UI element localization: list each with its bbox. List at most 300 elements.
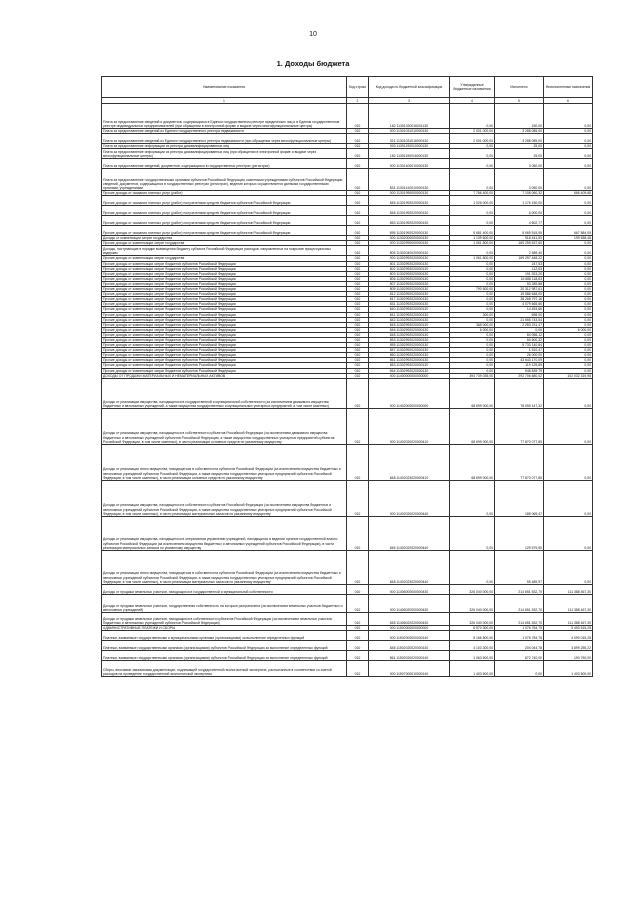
table-row — [102, 246, 593, 256]
row-approved-cell: 0,00 — [450, 317, 495, 322]
row-line-code-cell: 010 — [347, 317, 369, 322]
row-executed-cell: 214 651 532,70 — [495, 584, 544, 594]
row-budget-code-cell: 812 11302992020000130 — [369, 292, 450, 297]
row-executed-cell: 26 000,00 — [495, 353, 544, 358]
row-approved-cell: 0,00 — [450, 292, 495, 297]
row-line-code-cell: 010 — [347, 363, 369, 368]
row-approved-cell: 1 403 500,00 — [450, 660, 495, 676]
row-name-cell: Прочие доходы от компенсации затрат государства — [102, 256, 347, 261]
row-unexecuted-cell: 190 760,00 — [544, 650, 593, 660]
row-name-cell: Плата за предоставление сведений из Единого государственного реестра недвижимости (при обращении через многофункциональные центры) — [102, 134, 347, 144]
row-line-code-cell: 010 — [347, 516, 369, 550]
row-approved-cell: 0,00 — [450, 216, 495, 226]
row-executed-cell: 548 839,79 — [495, 368, 544, 373]
header-budget-code: Код дохода по бюджетной классификации — [369, 77, 450, 98]
row-executed-cell: 7 108 060,32 — [495, 191, 544, 196]
row-budget-code-cell: 845 11301992020000130 — [369, 196, 450, 206]
row-budget-code-cell: 182 11301190016000130 — [369, 149, 450, 159]
row-unexecuted-cell: 0,00 — [544, 550, 593, 584]
row-budget-code-cell: 848 11402023020000440 — [369, 550, 450, 584]
row-name-cell: Прочие доходы от компенсации затрат бюджетов субъектов Российской Федерации — [102, 368, 347, 373]
row-line-code-cell: 010 — [347, 287, 369, 292]
row-unexecuted-cell: 0,00 — [544, 368, 593, 373]
row-approved-cell: 0,00 — [450, 149, 495, 159]
row-name-cell: Доходы от реализации имущества, находящегося в оперативном управлении учреждений, находящихся в ведении органов государственной власти субъектов Российской Федерации (за исключением имущества бюджетных и автономных учреждений субъектов Российской Федерации), в части реализации материальных запасов по указанному имуществу — [102, 516, 347, 550]
row-approved-cell: 5 166 800,00 — [450, 630, 495, 640]
row-name-cell: Прочие доходы от компенсации затрат бюджетов субъектов Российской Федерации — [102, 307, 347, 312]
row-name-cell: Доходы от продажи земельных участков, находящихся в собственности субъектов Российской Федерации (за исключением земельных участков бюджетных и автономных учреждений субъектов Российской Федерации) — [102, 612, 347, 625]
table-row — [102, 660, 593, 676]
row-name-cell: Плата за предоставление сведений и документов, содержащихся в Едином государственном реестре юридических лиц и в Едином государственном реестре индивидуальных предпринимателей (при обращении в электронной форме и выдаче через многофункциональные центры) — [102, 104, 347, 129]
row-budget-code-cell: 853 11301992020000130 — [369, 216, 450, 226]
row-approved-cell: 790 500,00 — [450, 287, 495, 292]
row-budget-code-cell: 000 11301190010000130 — [369, 144, 450, 149]
table-row — [102, 134, 593, 144]
table-row — [102, 640, 593, 650]
row-budget-code-cell: 857 11302992020000130 — [369, 348, 450, 353]
row-executed-cell: 6 000,00 — [495, 206, 544, 216]
row-approved-cell: 0,00 — [450, 276, 495, 281]
table-row — [102, 630, 593, 640]
row-approved-cell: 0,00 — [450, 368, 495, 373]
row-line-code-cell: 010 — [347, 134, 369, 144]
row-name-cell: Доходы от реализации имущества, находящегося в собственности субъектов Российской Федерации (за исключением имущества бюджетных и автономных учреждений субъектов Российской Федерации, а также имущества государственных унитарных предприятий субъектов Российской Федерации, в том числе казенных), в части реализации материальных запасов по указанному имуществу — [102, 480, 347, 516]
table-row — [102, 444, 593, 480]
row-unexecuted-cell: 0,00 — [544, 266, 593, 271]
table-row — [102, 550, 593, 584]
row-unexecuted-cell: 0,00 — [544, 246, 593, 256]
row-name-cell: Доходы от реализации имущества, находящегося в государственной и муниципальной собственности (за исключением движимого имущества бюджетных и автономных учреждений, а также имущества государственных и муниципальных унитарных предприятий, в том числе казенных) — [102, 378, 347, 408]
row-unexecuted-cell: 0,00 — [544, 206, 593, 216]
row-line-code-cell: 010 — [347, 144, 369, 149]
row-executed-cell: 185 069,47 — [495, 480, 544, 516]
row-name-cell: Сборы, вносимые заказчиками документации, подлежащей государственной экологической экспертизе, рассчитанные в соответствии со сметой расходов на проведение государственной экологической экспертизы — [102, 660, 347, 676]
row-name-cell: Прочие доходы от компенсации затрат бюджетов субъектов Российской Федерации — [102, 353, 347, 358]
row-approved-cell: 0,00 — [450, 169, 495, 191]
row-executed-cell: 53 289,88 — [495, 281, 544, 286]
row-budget-code-cell: 321 11301031016000130 — [369, 134, 450, 144]
row-unexecuted-cell: 0,00 — [544, 343, 593, 348]
column-number: 3 — [369, 98, 450, 104]
row-name-cell: Прочие доходы от компенсации затрат бюджетов субъектов Российской Федерации — [102, 302, 347, 307]
row-budget-code-cell: 845 11302992020000130 — [369, 322, 450, 327]
row-executed-cell: 191 923,20 — [495, 271, 544, 276]
row-budget-code-cell: 807 11302992020000130 — [369, 281, 450, 286]
column-number: 4 — [450, 98, 495, 104]
row-name-cell: Прочие доходы от компенсации затрат бюджетов субъектов Российской Федерации — [102, 281, 347, 286]
row-unexecuted-cell: 0,00 — [544, 104, 593, 129]
row-name-cell: Доходы от продажи земельных участков, находящихся в государственной и муниципальной собственности — [102, 584, 347, 594]
row-line-code-cell: 010 — [347, 327, 369, 332]
row-approved-cell: 68 699 000,00 — [450, 444, 495, 480]
row-approved-cell: 0,00 — [450, 281, 495, 286]
row-executed-cell: 112,63 — [495, 266, 544, 271]
row-approved-cell: 0,00 — [450, 337, 495, 342]
row-line-code-cell: 010 — [347, 650, 369, 660]
row-unexecuted-cell: 0,00 — [544, 256, 593, 261]
row-executed-cell: 2 489,40 — [495, 246, 544, 256]
row-executed-cell: 1 076 784,75 — [495, 625, 544, 630]
row-executed-cell: 16 688 118,63 — [495, 276, 544, 281]
row-approved-cell: 0,00 — [450, 206, 495, 216]
row-approved-cell: 6 000,00 — [450, 327, 495, 332]
row-name-cell: Прочие доходы от компенсации затрат бюджетов субъектов Российской Федерации — [102, 287, 347, 292]
row-budget-code-cell: 801 11302992020000130 — [369, 261, 450, 266]
row-budget-code-cell: 841 11302992020000130 — [369, 312, 450, 317]
row-unexecuted-cell: 111 388 467,30 — [544, 584, 593, 594]
row-unexecuted-cell: 0,00 — [544, 307, 593, 312]
row-approved-cell: 0,00 — [450, 159, 495, 169]
table-row — [102, 169, 593, 191]
row-name-cell: Прочие доходы от компенсации затрат бюджетов субъектов Российской Федерации — [102, 312, 347, 317]
row-line-code-cell: 010 — [347, 584, 369, 594]
row-budget-code-cell: 863 11302992020000130 — [369, 363, 450, 368]
row-line-code-cell: 010 — [347, 612, 369, 625]
row-line-code-cell: 010 — [347, 480, 369, 516]
row-approved-cell: 2 001 000,00 — [450, 129, 495, 134]
row-name-cell: Прочие доходы от компенсации затрат бюджетов субъектов Российской Федерации — [102, 363, 347, 368]
row-budget-code-cell: 000 11402020020000410 — [369, 408, 450, 444]
row-unexecuted-cell: 0,00 — [544, 159, 593, 169]
row-line-code-cell: 010 — [347, 348, 369, 353]
table-row — [102, 104, 593, 129]
row-executed-cell: 3 288 085,00 — [495, 129, 544, 134]
row-budget-code-cell: 861 11502020020000140 — [369, 650, 450, 660]
row-unexecuted-cell: 0,00 — [544, 149, 593, 159]
row-name-cell: ДОХОДЫ ОТ ПРОДАЖИ МАТЕРИАЛЬНЫХ И НЕМАТЕРИАЛЬНЫХ АКТИВОВ — [102, 373, 347, 378]
table-row — [102, 516, 593, 550]
row-executed-cell: 292 706 680,02 — [495, 373, 544, 378]
row-line-code-cell: 010 — [347, 368, 369, 373]
row-unexecuted-cell: 0,00 — [544, 134, 593, 144]
row-line-code-cell: 010 — [347, 236, 369, 241]
row-unexecuted-cell: 0,00 — [544, 287, 593, 292]
row-name-cell: АДМИНИСТРАТИВНЫЕ ПЛАТЕЖИ И СБОРЫ — [102, 625, 347, 630]
row-unexecuted-cell: 4 090 015,25 — [544, 630, 593, 640]
table-row — [102, 216, 593, 226]
row-executed-cell: 2 283 231,47 — [495, 322, 544, 327]
row-executed-cell: 64 056,12 — [495, 332, 544, 337]
row-unexecuted-cell: 0,00 — [544, 322, 593, 327]
row-budget-code-cell: 803 11302992020000130 — [369, 271, 450, 276]
row-approved-cell: 1 026 000,00 — [450, 196, 495, 206]
row-line-code-cell: 010 — [347, 373, 369, 378]
row-name-cell: Прочие доходы от компенсации затрат бюджетов субъектов Российской Федерации — [102, 343, 347, 348]
row-approved-cell: 0,00 — [450, 550, 495, 584]
row-unexecuted-cell: 0,00 — [544, 129, 593, 134]
row-budget-code-cell: 000 11406020000000430 — [369, 594, 450, 612]
row-name-cell: Прочие доходы от компенсации затрат бюджетов субъектов Российской Федерации — [102, 292, 347, 297]
table-row — [102, 650, 593, 660]
revenue-table-container — [101, 76, 592, 677]
row-unexecuted-cell: 0,00 — [544, 196, 593, 206]
row-executed-cell: 5 069 515,95 — [495, 226, 544, 236]
row-line-code-cell: 010 — [347, 408, 369, 444]
row-name-cell: Доходы от реализации иного имущества, находящегося в собственности субъектов Российской Федерации (за исключением имущества бюджетных и автономных учреждений субъектов Российской Федерации, а также имущества государственных унитарных предприятий субъектов Российской Федерации, в том числе казенных), в части реализации основных средств по указанному имуществу — [102, 444, 347, 480]
row-line-code-cell: 010 — [347, 358, 369, 363]
row-line-code-cell: 010 — [347, 271, 369, 276]
row-line-code-cell: 010 — [347, 266, 369, 271]
row-budget-code-cell: 846 11402022020000440 — [369, 516, 450, 550]
row-executed-cell: 150,00 — [495, 104, 544, 129]
column-number: 6 — [544, 98, 593, 104]
row-approved-cell: 326 040 000,00 — [450, 612, 495, 625]
row-approved-cell: 68 699 000,00 — [450, 408, 495, 444]
row-line-code-cell: 010 — [347, 216, 369, 226]
row-line-code-cell: 010 — [347, 594, 369, 612]
row-executed-cell: 1 076 784,75 — [495, 630, 544, 640]
row-approved-cell: 1 109 600,00 — [450, 236, 495, 241]
table-body — [102, 104, 593, 677]
row-unexecuted-cell: 0,00 — [544, 241, 593, 246]
row-executed-cell: 20 312 987,61 — [495, 287, 544, 292]
row-approved-cell: 0,00 — [450, 104, 495, 129]
row-name-cell: Прочие доходы от компенсации затрат бюджетов субъектов Российской Федерации — [102, 332, 347, 337]
row-approved-cell: 0,00 — [450, 144, 495, 149]
row-budget-code-cell: 846 11302992020000130 — [369, 327, 450, 332]
row-budget-code-cell: 000 11302992020000130 — [369, 256, 450, 261]
row-line-code-cell: 010 — [347, 630, 369, 640]
row-budget-code-cell: 817 11302992020000130 — [369, 297, 450, 302]
row-line-code-cell: 010 — [347, 378, 369, 408]
row-unexecuted-cell: 0,00 — [544, 292, 593, 297]
row-line-code-cell: 010 — [347, 261, 369, 266]
row-executed-cell: 0,00 — [495, 327, 544, 332]
row-line-code-cell: 010 — [347, 312, 369, 317]
row-name-cell: Платежи, взимаемые государственными органами (организациями) субъектов Российской Федерации за выполнение определенных функций — [102, 640, 347, 650]
row-approved-cell: 394 739 035,00 — [450, 373, 495, 378]
row-unexecuted-cell: 0,00 — [544, 312, 593, 317]
row-name-cell: Доходы от компенсации затрат государства — [102, 236, 347, 241]
row-executed-cell: 698,00 — [495, 312, 544, 317]
row-executed-cell: 3 288 085,00 — [495, 134, 544, 144]
row-line-code-cell: 010 — [347, 302, 369, 307]
row-unexecuted-cell: 0,00 — [544, 261, 593, 266]
row-unexecuted-cell: 199 558,48 — [544, 236, 593, 241]
row-unexecuted-cell: 0,00 — [544, 408, 593, 444]
row-name-cell: Прочие доходы от компенсации затрат бюджетов субъектов Российской Федерации — [102, 358, 347, 363]
row-name-cell: Плата за предоставление сведений из Единого государственного реестра недвижимости — [102, 129, 347, 134]
row-unexecuted-cell: 0,00 — [544, 317, 593, 322]
row-name-cell: Плата за предоставление государственными органами субъектов Российской Федерации, казенными учреждениями субъектов Российской Федерации сведений, документов, содержащихся в государственных реестрах (регистрах), ведение которых осуществляется данными государственными органами, учреждениями — [102, 169, 347, 191]
row-budget-code-cell: 000 11402020020000440 — [369, 480, 450, 516]
row-executed-cell: 204 044,78 — [495, 640, 544, 650]
header-name: Наименование показателя — [102, 77, 347, 98]
row-line-code-cell: 010 — [347, 104, 369, 129]
row-unexecuted-cell: 0,00 — [544, 378, 593, 408]
row-budget-code-cell: 855 11302992020000130 — [369, 343, 450, 348]
row-unexecuted-cell: 3 899 255,22 — [544, 640, 593, 650]
row-line-code-cell: 010 — [347, 241, 369, 246]
row-line-code-cell: 010 — [347, 444, 369, 480]
row-name-cell: Прочие доходы от оказания платных услуг (работ) получателями средств бюджетов субъектов Российской Федерации — [102, 196, 347, 206]
page-title: 1. Доходы бюджета — [276, 59, 350, 68]
row-approved-cell: 326 040 000,00 — [450, 584, 495, 594]
row-unexecuted-cell: 0,00 — [544, 337, 593, 342]
row-name-cell: Плата за предоставление информации из реестра дисквалифицированных лиц (при обращении в электронной форме и выдаче через многофункциональные центры) — [102, 149, 347, 159]
table-header-row — [102, 77, 593, 98]
row-executed-cell: 918 441,50 — [495, 236, 544, 241]
row-budget-code-cell: 805 11302040020000130 — [369, 246, 450, 256]
row-unexecuted-cell: 0,00 — [544, 332, 593, 337]
row-unexecuted-cell: 0,00 — [544, 271, 593, 276]
row-approved-cell: 0,00 — [450, 358, 495, 363]
row-executed-cell: 247,53 — [495, 261, 544, 266]
row-line-code-cell: 010 — [347, 226, 369, 236]
row-budget-code-cell: 864 11302992020000130 — [369, 368, 450, 373]
row-budget-code-cell: 000 11301990000000130 — [369, 191, 450, 196]
header-unexecuted: Неисполненные назначения — [544, 77, 593, 98]
row-name-cell: Доходы от продажи земельных участков, государственная собственность на которые разграничена (за исключением земельных участков бюджетных и автономных учреждений) — [102, 594, 347, 612]
row-name-cell: Доходы от реализации иного имущества, находящегося в собственности субъектов Российской Федерации (за исключением имущества бюджетных и автономных учреждений субъектов Российской Федерации, а также имущества государственных унитарных предприятий субъектов Российской Федерации, в том числе казенных), в части реализации материальных запасов по указанному имуществу — [102, 550, 347, 584]
row-budget-code-cell: 182 11301020016001130 — [369, 104, 450, 129]
row-budget-code-cell: 000 11406000000000430 — [369, 584, 450, 594]
row-name-cell: Прочие доходы от компенсации затрат бюджетов субъектов Российской Федерации — [102, 327, 347, 332]
row-unexecuted-cell: 0,00 — [544, 353, 593, 358]
row-approved-cell: 0,00 — [450, 348, 495, 353]
row-budget-code-cell: 831 11301410010000130 — [369, 169, 450, 191]
row-name-cell: Прочие доходы от компенсации затрат бюджетов субъектов Российской Федерации — [102, 266, 347, 271]
row-approved-cell: 4 103 300,00 — [450, 640, 495, 650]
row-line-code-cell: 010 — [347, 281, 369, 286]
row-executed-cell: 4 602,77 — [495, 216, 544, 226]
row-unexecuted-cell: 0,00 — [544, 363, 593, 368]
row-name-cell: Платежи, взимаемые государственными и муниципальными органами (организациями) за выполнение определенных функций — [102, 630, 347, 640]
row-executed-cell: 14 453,66 — [495, 307, 544, 312]
row-budget-code-cell: 000 11302000000000130 — [369, 236, 450, 241]
row-approved-cell: 0,00 — [450, 271, 495, 276]
row-approved-cell: 0,00 — [450, 261, 495, 266]
table-row — [102, 584, 593, 594]
row-unexecuted-cell: 0,00 — [544, 444, 593, 480]
row-line-code-cell: 010 — [347, 550, 369, 584]
row-approved-cell: 1 063 500,00 — [450, 650, 495, 660]
row-name-cell: Доходы, поступающие в порядке возмещения бюджету субъекта Российской Федерации расходов, направленных на покрытие процессуальных издержек — [102, 246, 347, 256]
row-budget-code-cell: 848 11402023020000410 — [369, 444, 450, 480]
row-executed-cell: 77 870 077,85 — [495, 408, 544, 444]
row-budget-code-cell: 000 11402000000000000 — [369, 378, 450, 408]
row-executed-cell: 77 870 077,85 — [495, 444, 544, 480]
row-executed-cell: 872 740,00 — [495, 650, 544, 660]
row-unexecuted-cell: 6 000,00 — [544, 327, 593, 332]
row-approved-cell: 0,00 — [450, 516, 495, 550]
row-unexecuted-cell: 667 884,05 — [544, 226, 593, 236]
row-executed-cell: 3 050,00 — [495, 159, 544, 169]
row-name-cell: Прочие доходы от оказания платных услуг (работ) получателями средств бюджетов субъектов Российской Федерации — [102, 206, 347, 216]
row-name-cell: Доходы от реализации имущества, находящегося в собственности субъектов Российской Федерации (за исключением движимого имущества бюджетных и автономных учреждений субъектов Российской Федерации, а также имущества государственных унитарных предприятий субъектов Российской Федерации, в том числе казенных), в части реализации основных средств по указанному имуществу — [102, 408, 347, 444]
row-unexecuted-cell: 0,00 — [544, 144, 593, 149]
row-executed-cell: 25,00 — [495, 149, 544, 159]
row-approved-cell: 300,00 — [450, 312, 495, 317]
row-budget-code-cell: 853 11302992020000130 — [369, 337, 450, 342]
row-name-cell: Прочие доходы от компенсации затрат бюджетов субъектов Российской Федерации — [102, 276, 347, 281]
row-line-code-cell: 010 — [347, 660, 369, 676]
row-executed-cell: 169 259 637,60 — [495, 241, 544, 246]
row-budget-code-cell: 000 11301400010000130 — [369, 159, 450, 169]
table-row — [102, 594, 593, 612]
row-line-code-cell: 010 — [347, 246, 369, 256]
row-name-cell: Прочие доходы от компенсации затрат бюджетов субъектов Российской Федерации — [102, 271, 347, 276]
row-line-code-cell: 010 — [347, 307, 369, 312]
row-executed-cell: 38 268 797,16 — [495, 297, 544, 302]
table-row — [102, 612, 593, 625]
row-unexecuted-cell: 666 409,68 — [544, 191, 593, 196]
row-line-code-cell: 010 — [347, 343, 369, 348]
row-line-code-cell: 010 — [347, 169, 369, 191]
row-budget-code-cell: 000 11502000000000140 — [369, 630, 450, 640]
row-name-cell: Прочие доходы от компенсации затрат бюджетов субъектов Российской Федерации — [102, 261, 347, 266]
row-line-code-cell: 010 — [347, 322, 369, 327]
row-approved-cell: 68 699 000,00 — [450, 378, 495, 408]
table-row — [102, 408, 593, 444]
row-unexecuted-cell: 0,00 — [544, 297, 593, 302]
row-approved-cell: 0,00 — [450, 353, 495, 358]
page-number: 10 — [309, 31, 317, 38]
row-line-code-cell: 010 — [347, 353, 369, 358]
row-executed-cell: 1 510,47 — [495, 348, 544, 353]
row-line-code-cell: 010 — [347, 159, 369, 169]
row-budget-code-cell: 806 11302992020000130 — [369, 276, 450, 281]
row-executed-cell: 43 643 170,09 — [495, 358, 544, 363]
row-name-cell: Прочие доходы от компенсации затрат бюджетов субъектов Российской Федерации — [102, 297, 347, 302]
row-executed-cell: 1 176 150,00 — [495, 196, 544, 206]
row-budget-code-cell: 842 11302992020000130 — [369, 317, 450, 322]
row-approved-cell: 6 570 300,00 — [450, 625, 495, 630]
row-approved-cell: 2 001 000,00 — [450, 134, 495, 144]
row-budget-code-cell: 848 11302992020000130 — [369, 332, 450, 337]
row-line-code-cell: 010 — [347, 337, 369, 342]
row-budget-code-cell: 000 11507000010000140 — [369, 660, 450, 676]
row-budget-code-cell: 809 11302992020000130 — [369, 287, 450, 292]
row-unexecuted-cell: 0,00 — [544, 480, 593, 516]
row-executed-cell: 21 655 743,54 — [495, 317, 544, 322]
column-number: 2 — [347, 98, 369, 104]
row-budget-code-cell: 000 11302990000000130 — [369, 241, 450, 246]
row-approved-cell: 0,00 — [450, 297, 495, 302]
row-executed-cell: 5 733 140,84 — [495, 343, 544, 348]
row-unexecuted-cell: 5 493 515,25 — [544, 625, 593, 630]
row-approved-cell: 0,00 — [450, 480, 495, 516]
row-line-code-cell: 010 — [347, 297, 369, 302]
row-approved-cell: 0,00 — [450, 343, 495, 348]
row-name-cell: Прочие доходы от оказания платных услуг (работ) получателями средств бюджетов субъектов Российской Федерации — [102, 216, 347, 226]
row-budget-code-cell: 000 11400000000000000 — [369, 373, 450, 378]
row-approved-cell: 0,00 — [450, 302, 495, 307]
row-unexecuted-cell: 0,00 — [544, 348, 593, 353]
row-name-cell: Прочие доходы от компенсации затрат бюджетов субъектов Российской Федерации — [102, 322, 347, 327]
row-name-cell: Плата за предоставление информации из реестра дисквалифицированных лиц — [102, 144, 347, 149]
row-budget-code-cell: 000 11500000000000000 — [369, 625, 450, 630]
row-budget-code-cell: 860 11302992020000130 — [369, 353, 450, 358]
row-budget-code-cell: 802 11302992020000130 — [369, 266, 450, 271]
row-budget-code-cell: 861 11302992020000130 — [369, 358, 450, 363]
row-unexecuted-cell: 1 403 500,00 — [544, 660, 593, 676]
row-unexecuted-cell: 111 388 467,30 — [544, 612, 593, 625]
row-approved-cell: 7 766 400,00 — [450, 191, 495, 196]
row-approved-cell: 0,00 — [450, 363, 495, 368]
row-budget-code-cell: 848 11406022020000430 — [369, 612, 450, 625]
row-executed-cell: 214 651 532,70 — [495, 594, 544, 612]
table-row — [102, 159, 593, 169]
row-name-cell: Прочие доходы от компенсации затрат государства — [102, 241, 347, 246]
row-line-code-cell: 010 — [347, 129, 369, 134]
revenue-table — [101, 76, 593, 677]
row-executed-cell: 25,00 — [495, 144, 544, 149]
table-row — [102, 378, 593, 408]
row-line-code-cell: 010 — [347, 191, 369, 196]
row-executed-cell: 78 055 147,32 — [495, 378, 544, 408]
row-unexecuted-cell: 0,00 — [544, 169, 593, 191]
